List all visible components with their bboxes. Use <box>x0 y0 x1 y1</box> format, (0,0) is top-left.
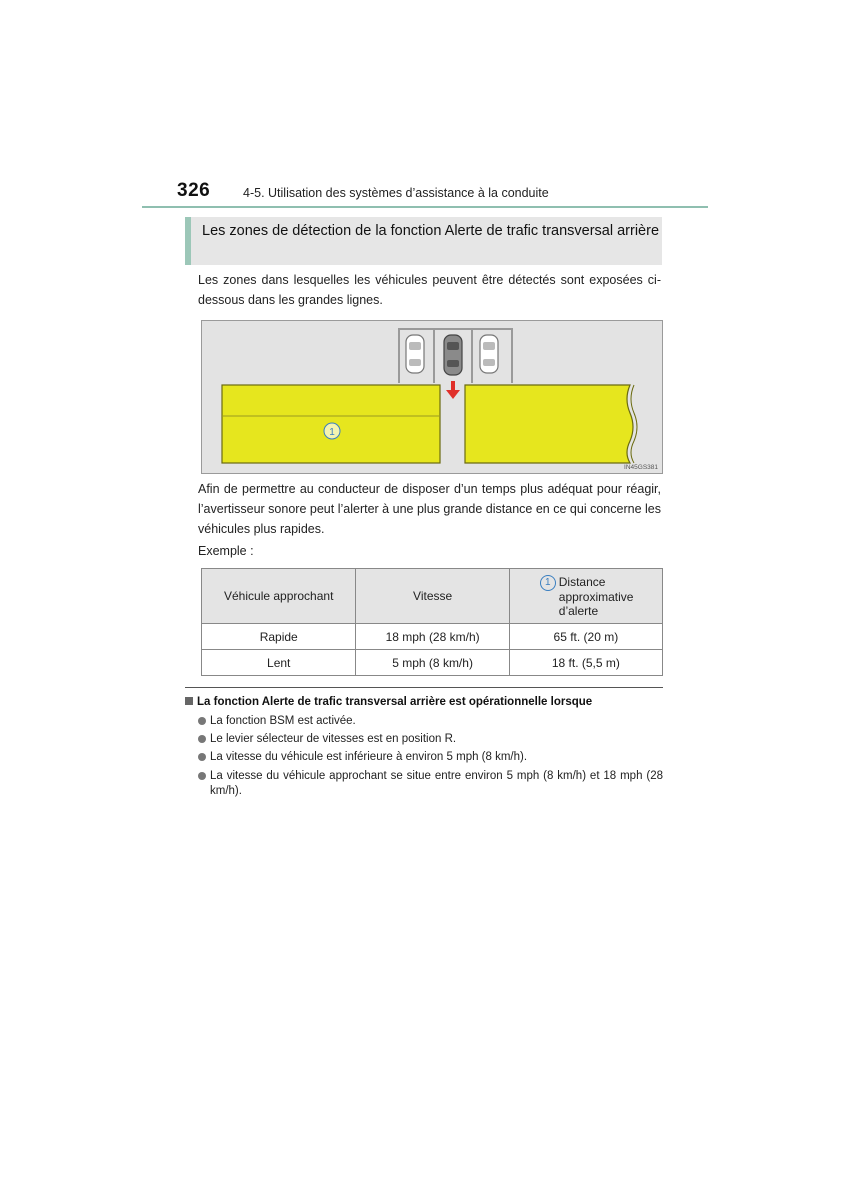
square-bullet-icon <box>185 697 193 705</box>
chapter-title: 4-5. Utilisation des systèmes d’assistance à la conduite <box>243 186 549 200</box>
table-header-distance <box>509 569 662 624</box>
list-item <box>198 769 663 798</box>
page-number: 326 <box>177 180 211 201</box>
bullet-dot-icon <box>198 735 206 743</box>
notes-heading <box>185 696 592 708</box>
parked-car-right-icon <box>480 335 498 373</box>
detection-zone-figure <box>201 320 663 474</box>
table-row <box>202 650 663 676</box>
list-item <box>198 714 663 729</box>
after-figure-paragraph: Afin de permettre au conducteur de disposer d’un temps plus adéquat pour réagir, l’avertisseur sonore peut l’alerter à une plus grande distance en ce qui concerne les véhicules plus rapides. <box>198 482 661 536</box>
table-cell: Lent <box>202 650 356 676</box>
table-header-speed: Vitesse <box>356 569 509 624</box>
table-cell: 65 ft. (20 m) <box>509 624 662 650</box>
notes-heading-text: La fonction Alerte de trafic transversal arrière est opérationnelle lorsque <box>197 696 593 708</box>
bullet-dot-icon <box>198 772 206 780</box>
table-header-vehicle: Véhicule approchant <box>202 569 356 624</box>
header-rule <box>142 206 708 208</box>
list-item-text: Le levier sélecteur de vitesses est en position R. <box>210 733 457 745</box>
table-row <box>202 624 663 650</box>
list-item-text: La vitesse du véhicule approchant se situe entre environ 5 mph (8 km/h) et 18 mph (28 km/h). <box>210 770 663 797</box>
intro-paragraph: Les zones dans lesquelles les véhicules peuvent être détectés sont exposées ci-dessous dans les grandes lignes. <box>198 273 661 307</box>
parked-car-left-icon <box>406 335 424 373</box>
section-title: Les zones de détection de la fonction Alerte de trafic transversal arrière <box>202 223 660 239</box>
table-cell: 18 mph (28 km/h) <box>356 624 509 650</box>
list-item-text: La vitesse du véhicule est inférieure à environ 5 mph (8 km/h). <box>210 751 528 763</box>
list-item <box>198 732 663 747</box>
detection-zone-right <box>465 385 633 463</box>
notes-rule <box>185 687 663 688</box>
callout-number: 1 <box>329 427 335 438</box>
section-heading-box <box>185 217 662 265</box>
bullet-dot-icon <box>198 717 206 725</box>
table-header-row <box>202 569 663 624</box>
list-item <box>198 750 663 765</box>
table-cell: 18 ft. (5,5 m) <box>509 650 662 676</box>
table-header-distance-label: Distance approximative d’alerte <box>558 575 634 618</box>
detection-zone-diagram <box>202 321 664 475</box>
list-item-text: La fonction BSM est activée. <box>210 715 356 727</box>
reverse-arrow-icon <box>446 381 460 399</box>
table-cell: Rapide <box>202 624 356 650</box>
example-label: Exemple : <box>198 544 254 558</box>
reversing-car-icon <box>444 335 462 375</box>
bullet-dot-icon <box>198 753 206 761</box>
table-cell: 5 mph (8 km/h) <box>356 650 509 676</box>
callout-number: 1 <box>540 575 556 591</box>
alert-distance-table <box>201 568 663 676</box>
figure-code: IN45GS381 <box>624 464 658 471</box>
